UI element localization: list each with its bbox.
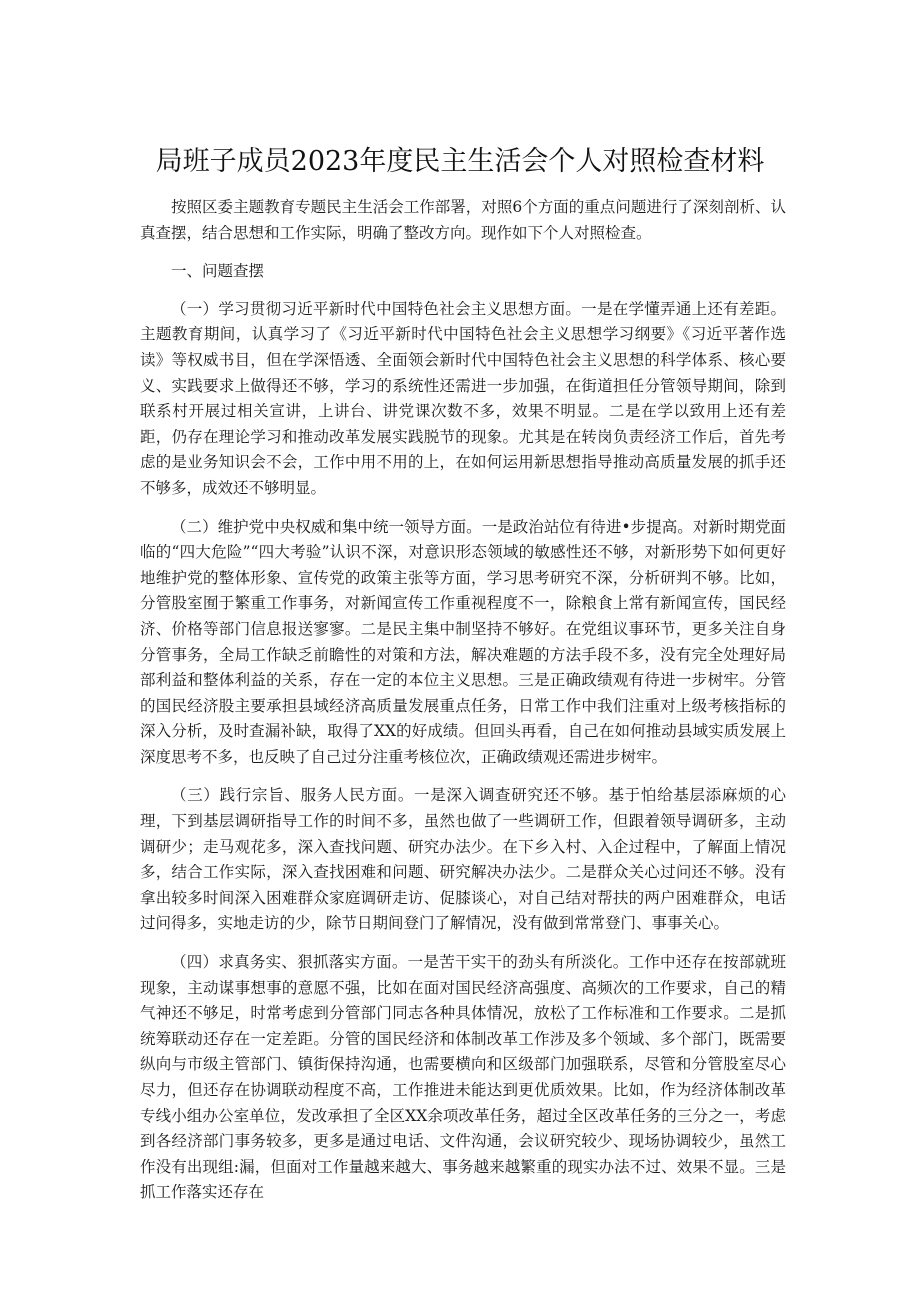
paragraph-section-2: （二）维护党中央权威和集中统一领导方面。一是政治站位有待进•步提高。对新时期党面临的“四大危险”“四大考验”认识不深，对意识形态领域的敏感性还不够，对新形势下如何更好地维护党的整体形象、宣传党的政策主张等方面，学习思考研究不深，分析研判不够。比如，分管股室囿于繁重工作事务，对新闻宣传工作重视程度不一，除粮食上常有新闻宣传，国民经济、价格等部门信息报送寥寥。二是民主集中制坚持不够好。在党组议事环节，更多关注自身分管事务，全局工作缺乏前瞻性的对策和方法，解决难题的方法手段不多，没有完全处理好局部利益和整体利益的关系，存在一定的本位主义思想。三是正确政绩观有待进一步树牢。分管的国民经济股主要承担县域经济高质量发展重点任务，日常工作中我们注重对上级考核指标的深入分析，及时查漏补缺，取得了XX的好成绩。但回头再看，自己在如何推动县域实质发展上深度思考不多，也反映了自己过分注重考核位次，正确政绩观还需进步树牢。 [140, 517, 786, 766]
paragraph-section-3: （三）践行宗旨、服务人民方面。一是深入调查研究还不够。基于怕给基层添麻烦的心理，下到基层调研指导工作的时间不多，虽然也做了一些调研工作，但跟着领导调研多，主动调研少；走马观花多，深入查找问题、研究办法少。在下乡入村、入企过程中，了解面上情况多，结合工作实际，深入查找困难和问题、研究解决办法少。二是群众关心过问还不够。没有拿出较多时间深入困难群众家庭调研走访、促膝谈心，对自己结对帮扶的两户困难群众，电话过问得多，实地走访的少，除节日期间登门了解情况，没有做到常常登门、事事关心。 [140, 786, 786, 933]
section-heading-problems: 一、问题查摆 [171, 262, 265, 281]
paragraph-section-1: （一）学习贯彻习近平新时代中国特色社会主义思想方面。一是在学懂弄通上还有差距。主题教育期间，认真学习了《习近平新时代中国特色社会主义思想学习纲要》《习近平著作选读》等权威书目，但在学深悟透、全面领会新时代中国特色社会主义思想的科学体系、核心要义、实践要求上做得还不够，学习的系统性还需进一步加强，在街道担任分管领导期间，除到联系村开展过相关宣讲，上讲台、讲党课次数不多，效果不明显。二是在学以致用上还有差距，仍存在理论学习和推动改革发展实践脱节的现象。尤其是在转岗负责经济工作后，首先考虑的是业务知识会不会，工作中用不用的上，在如何运用新思想指导推动高质量发展的抓手还不够多，成效还不够明显。 [140, 299, 786, 497]
intro-paragraph: 按照区委主题教育专题民主生活会工作部署，对照6个方面的重点问题进行了深刻剖析、认真查摆，结合思想和工作实际，明确了整改方向。现作如下个人对照检查。 [140, 198, 786, 242]
document-body [140, 195, 786, 1206]
paragraph-section-4: （四）求真务实、狠抓落实方面。一是苦干实干的劲头有所淡化。工作中还存在按部就班现象，主动谋事想事的意愿不强，比如在面对国民经济高强度、高频次的工作要求，自己的精气神还不够足，时常考虑到分管部门同志各种具体情况，放松了工作标准和工作要求。二是抓统筹联动还存在一定差距。分管的国民经济和体制改革工作涉及多个领域、多个部门，既需要纵向与市级主管部门、镇街保持沟通，也需要横向和区级部门加强联系，尽管和分管股室尽心尽力，但还存在协调联动程度不高，工作推进未能达到更优质效果。比如，作为经济体制改革专线小组办公室单位，发改承担了全区XX余项改革任务，超过全区改革任务的三分之一，考虑到各经济部门事务较多，更多是通过电话、文件沟通，会议研究较少、现场协调较少，虽然工作没有出现组:漏，但面对工作量越来越大、事务越来越繁重的现实办法不过、效果不显。三是抓工作落实还存在 [140, 953, 786, 1202]
document-title: 局班子成员2023年度民主生活会个人对照检查材料 [155, 146, 765, 177]
